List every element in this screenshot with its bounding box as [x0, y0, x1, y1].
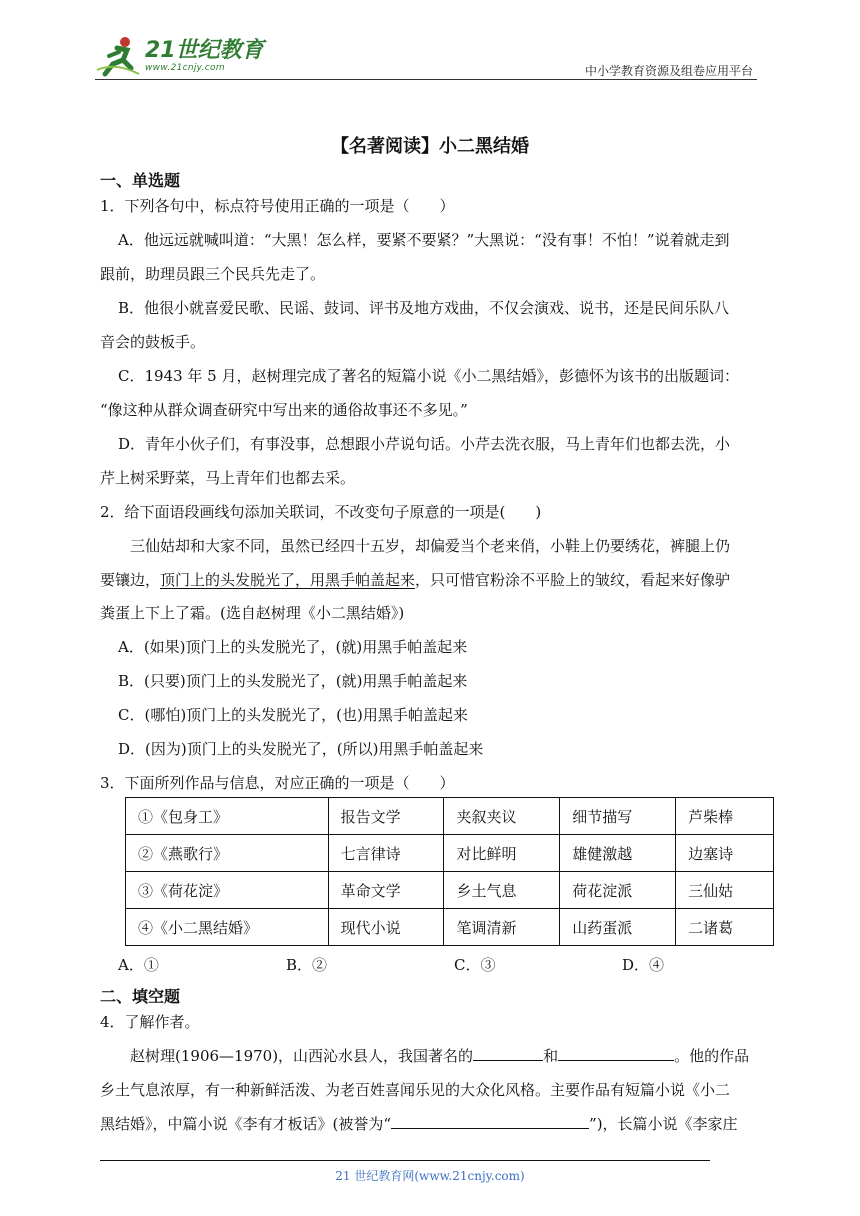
table-cell: 芦柴棒: [676, 798, 774, 835]
fill-text: 黑结婚》，中篇小说《李有才板话》(被誉为“: [100, 1115, 392, 1133]
table-cell: ①《包身工》: [126, 798, 329, 835]
works-info-table: [125, 797, 774, 946]
site-logo[interactable]: [95, 34, 264, 78]
question-2-stem: 2．给下面语段画线句添加关联词，不改变句子原意的一项是( ): [100, 503, 542, 521]
table-cell: 细节描写: [560, 798, 676, 835]
question-4-line-3: [100, 1114, 738, 1134]
passage-text: ，只可惜官粉涂不平脸上的皱纹，看起来好像驴: [415, 571, 731, 589]
question-1-option-b: B．他很小就喜爱民歌、民谣、鼓词、评书及地方戏曲，不仅会演戏、说书，还是民间乐队八: [118, 299, 730, 317]
answer-blank[interactable]: [558, 1046, 674, 1061]
fill-text: 和: [543, 1047, 559, 1065]
table-cell: 笔调清新: [444, 909, 560, 946]
fill-text: 。他的作品: [674, 1047, 750, 1065]
table-cell: 对比鲜明: [444, 835, 560, 872]
page-title: 【名著阅读】小二黑结婚: [331, 136, 529, 157]
table-row: [126, 872, 774, 909]
question-3-stem: 3．下面所列作品与信息，对应正确的一项是（ ）: [100, 774, 455, 792]
question-2-option-a: A．(如果)顶门上的头发脱光了，(就)用黑手帕盖起来: [118, 638, 468, 656]
logo-url: www.21cnjy.com: [145, 62, 225, 73]
question-4-line-2: 乡土气息浓厚，有一种新鲜活泼、为老百姓喜闻乐见的大众化风格。主要作品有短篇小说《小二: [100, 1081, 731, 1099]
question-1-option-c: C．1943 年 5 月，赵树理完成了著名的短篇小说《小二黑结婚》，彭德怀为该书的出版题词：: [118, 367, 740, 385]
question-1-option-d: D．青年小伙子们，有事没事，总想跟小芹说句话。小芹去洗衣服，马上青年们也都去洗，小: [118, 435, 731, 453]
table-cell: 荷花淀派: [560, 872, 676, 909]
table-cell: 山药蛋派: [560, 909, 676, 946]
question-2-option-c: C．(哪怕)顶门上的头发脱光了，(也)用黑手帕盖起来: [118, 706, 468, 724]
question-1-option-b-cont: 音会的鼓板手。: [100, 333, 206, 351]
table-cell: 革命文学: [328, 872, 444, 909]
section-heading-fill-blank: 二、填空题: [100, 987, 181, 1006]
question-2-passage-line-1: 三仙姑却和大家不同，虽然已经四十五岁，却偏爱当个老来俏，小鞋上仍要绣花，裤腿上仍: [130, 537, 731, 555]
table-cell: 夹叙夹议: [444, 798, 560, 835]
answer-blank[interactable]: [473, 1046, 543, 1061]
question-3-option-c: C．③: [454, 956, 496, 974]
table-row: [126, 835, 774, 872]
question-1-option-a: A．他远远就喊叫道：“大黑！怎么样，要紧不要紧？”大黑说：“没有事！不怕！”说着就走到: [118, 231, 730, 249]
answer-blank[interactable]: [391, 1114, 589, 1129]
question-2-option-d: D．(因为)顶门上的头发脱光了，(所以)用黑手帕盖起来: [118, 740, 484, 758]
underlined-sentence: 顶门上的头发脱光了，用黑手帕盖起来: [160, 571, 416, 589]
table-cell: ③《荷花淀》: [126, 872, 329, 909]
footer-divider: [100, 1160, 710, 1161]
page-footer[interactable]: 21 世纪教育网(www.21cnjy.com): [335, 1169, 525, 1183]
logo-wordmark: 21世纪教育: [145, 37, 264, 63]
question-2-passage-line-3: 粪蛋上下上了霜。(选自赵树理《小二黑结婚》): [100, 604, 405, 622]
fill-text: ”)，长篇小说《李家庄: [589, 1115, 738, 1133]
question-1-stem: 1．下列各句中，标点符号使用正确的一项是（ ）: [100, 197, 455, 215]
table-cell: 报告文学: [328, 798, 444, 835]
table-cell: 二诸葛: [676, 909, 774, 946]
table-cell: 雄健激越: [560, 835, 676, 872]
table-row: [126, 798, 774, 835]
table-cell: 现代小说: [328, 909, 444, 946]
question-1-option-d-cont: 芹上树采野菜，马上青年们也都去采。: [100, 469, 356, 487]
table-cell: 边塞诗: [676, 835, 774, 872]
question-1-option-c-cont: “像这种从群众调查研究中写出来的通俗故事还不多见。”: [100, 401, 468, 419]
passage-text: 要镶边，: [100, 571, 161, 589]
question-3-option-a: A．①: [118, 956, 159, 974]
section-heading-single-choice: 一、单选题: [100, 171, 181, 190]
platform-tagline: 中小学教育资源及组卷应用平台: [584, 64, 753, 78]
page-header: [95, 34, 755, 80]
table-cell: 七言律诗: [328, 835, 444, 872]
question-3-option-d: D．④: [622, 956, 665, 974]
table-row: [126, 909, 774, 946]
question-4-stem: 4．了解作者。: [100, 1013, 200, 1031]
table-cell: ④《小二黑结婚》: [126, 909, 329, 946]
question-1-option-a-cont: 跟前，助理员跟三个民兵先走了。: [100, 265, 326, 283]
table-cell: ②《燕歌行》: [126, 835, 329, 872]
table-cell: 乡土气息: [444, 872, 560, 909]
fill-text: 赵树理(1906—1970)，山西沁水县人，我国著名的: [130, 1047, 474, 1065]
question-4-line-1: [130, 1046, 749, 1066]
header-divider: [95, 79, 757, 80]
question-3-option-b: B．②: [286, 956, 328, 974]
runner-logo-icon: [95, 34, 143, 78]
question-2-option-b: B．(只要)顶门上的头发脱光了，(就)用黑手帕盖起来: [118, 672, 468, 690]
question-2-passage-line-2: [100, 570, 730, 590]
table-cell: 三仙姑: [676, 872, 774, 909]
